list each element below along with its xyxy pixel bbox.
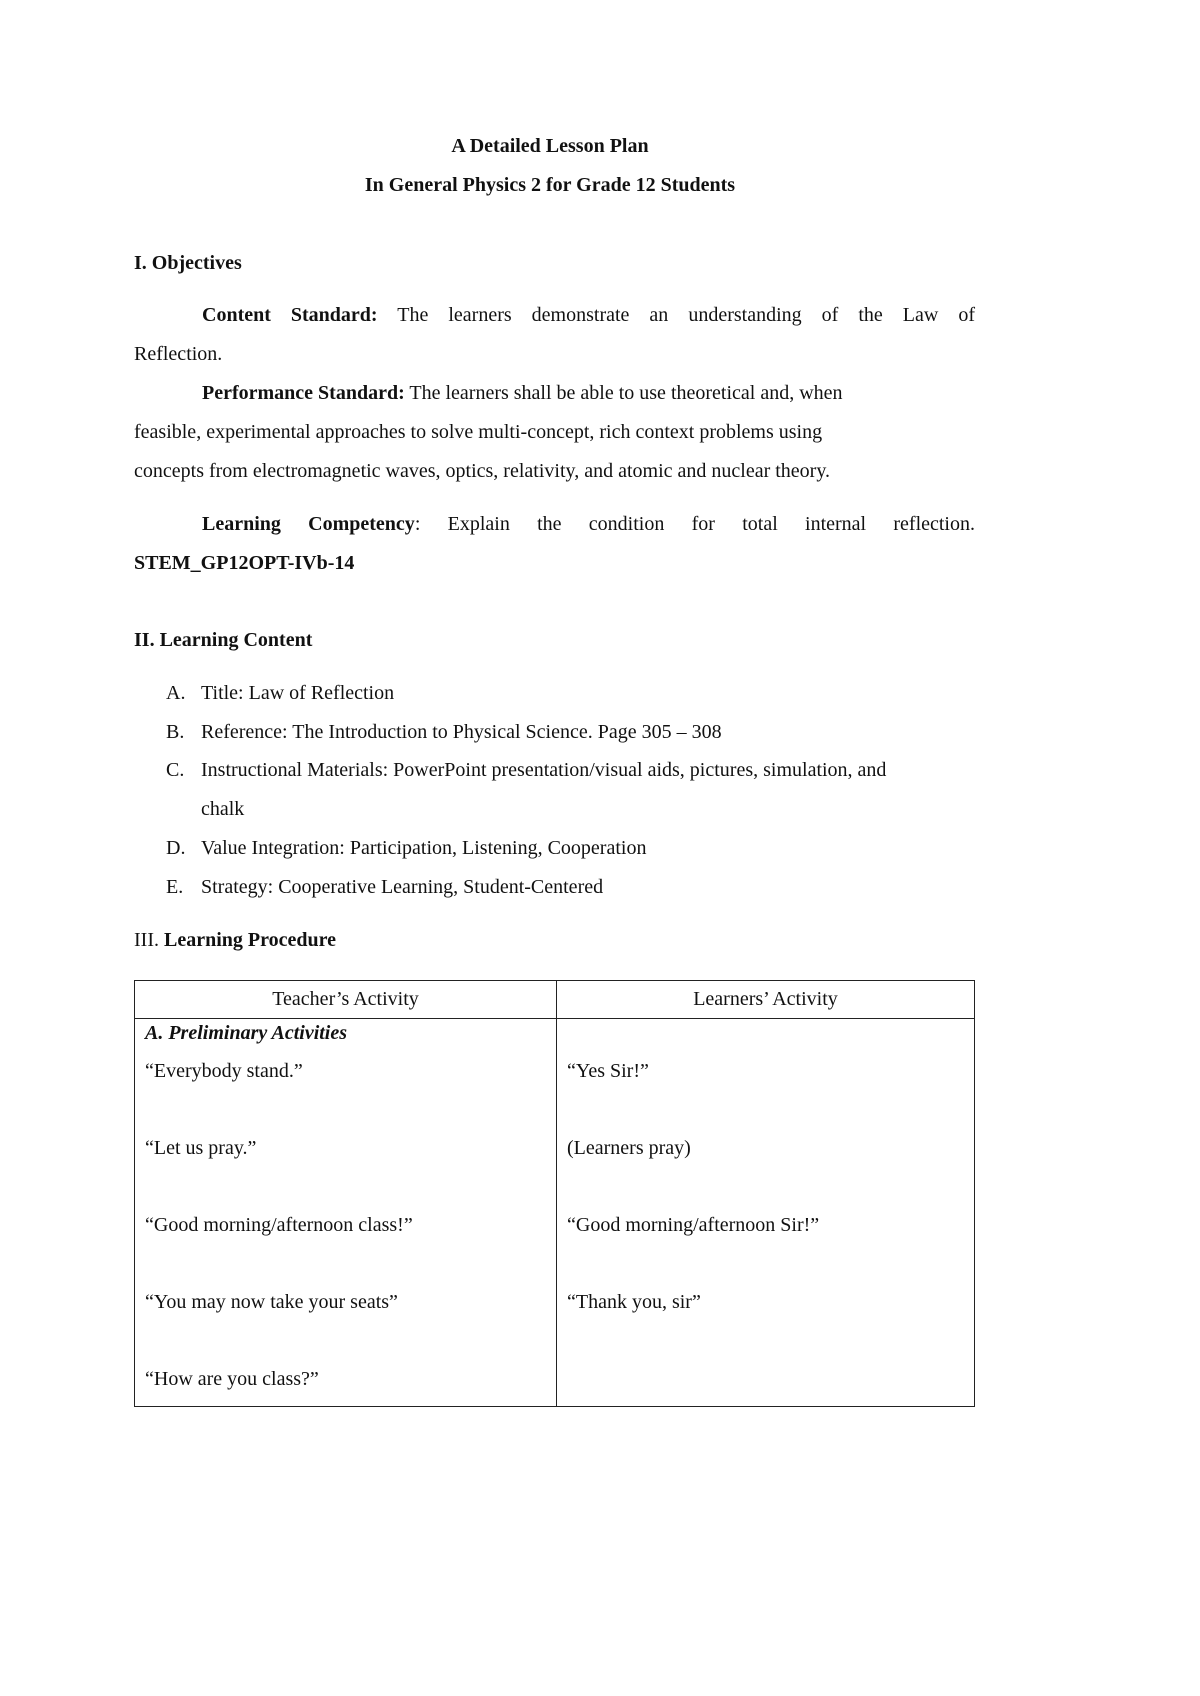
teacher-activity-cell (135, 1019, 557, 1407)
teacher-line: “Everybody stand.” (145, 1060, 303, 1082)
learning-competency-code: STEM_GP12OPT-IVb-14 (134, 552, 355, 574)
performance-standard-line1 (202, 382, 843, 405)
objectives-heading: I. Objectives (134, 252, 242, 274)
performance-standard-text: The learners shall be able to use theoretical and, when (409, 382, 843, 404)
content-standard-line2: Reflection. (134, 343, 223, 365)
content-item-letter: B. (166, 721, 185, 743)
content-item-letter: C. (166, 759, 185, 781)
procedure-heading-number: III. (134, 929, 159, 951)
learners-activity-header: Learners’ Activity (557, 981, 975, 1019)
learners-activity-cell (557, 1019, 975, 1407)
preliminary-activities-subheading: A. Preliminary Activities (145, 1022, 348, 1044)
content-item-title: Title: Law of Reflection (201, 682, 395, 704)
learning-content-heading: II. Learning Content (134, 629, 313, 651)
learner-line: “Thank you, sir” (567, 1291, 701, 1313)
content-item-materials: Instructional Materials: PowerPoint presentation/visual aids, pictures, simulation, and (201, 759, 887, 781)
procedure-table (134, 980, 975, 1407)
learner-line: “Good morning/afternoon Sir!” (567, 1214, 820, 1236)
procedure-heading (134, 929, 336, 952)
table-header-row (135, 981, 975, 1019)
content-item-reference: Reference: The Introduction to Physical Science. Page 305 – 308 (201, 721, 722, 743)
document-title: A Detailed Lesson Plan (451, 135, 649, 157)
content-item-letter: A. (166, 682, 186, 704)
teacher-line: “You may now take your seats” (145, 1291, 398, 1313)
content-item-strategy: Strategy: Cooperative Learning, Student-Centered (201, 876, 604, 898)
table-row (135, 1019, 975, 1407)
teacher-line: “Good morning/afternoon class!” (145, 1214, 413, 1236)
learner-line: (Learners pray) (567, 1137, 691, 1159)
document-subtitle: In General Physics 2 for Grade 12 Students (364, 174, 736, 196)
learning-competency-text: : Explain the condition for total internal reflection. (414, 513, 975, 535)
learner-line: “Yes Sir!” (567, 1060, 649, 1082)
content-item-materials-cont: chalk (201, 798, 245, 820)
content-item-letter: E. (166, 876, 184, 898)
content-standard-line1 (202, 304, 975, 327)
learning-competency-label: Learning Competency (202, 513, 415, 535)
content-item-letter: D. (166, 837, 186, 859)
performance-standard-line2: feasible, experimental approaches to solve multi-concept, rich context problems using (134, 421, 823, 443)
content-item-values: Value Integration: Participation, Listening, Cooperation (201, 837, 647, 859)
teacher-activity-header: Teacher’s Activity (135, 981, 557, 1019)
procedure-heading-text: Learning Procedure (163, 929, 337, 951)
content-standard-text: The learners demonstrate an understanding of the Law of (397, 304, 975, 326)
content-standard-label: Content Standard: (202, 304, 378, 326)
teacher-line: “How are you class?” (145, 1368, 319, 1390)
performance-standard-label: Performance Standard: (202, 382, 405, 404)
learning-competency-line1 (202, 513, 975, 536)
teacher-line: “Let us pray.” (145, 1137, 257, 1159)
performance-standard-line3: concepts from electromagnetic waves, optics, relativity, and atomic and nuclear theory. (134, 460, 831, 482)
